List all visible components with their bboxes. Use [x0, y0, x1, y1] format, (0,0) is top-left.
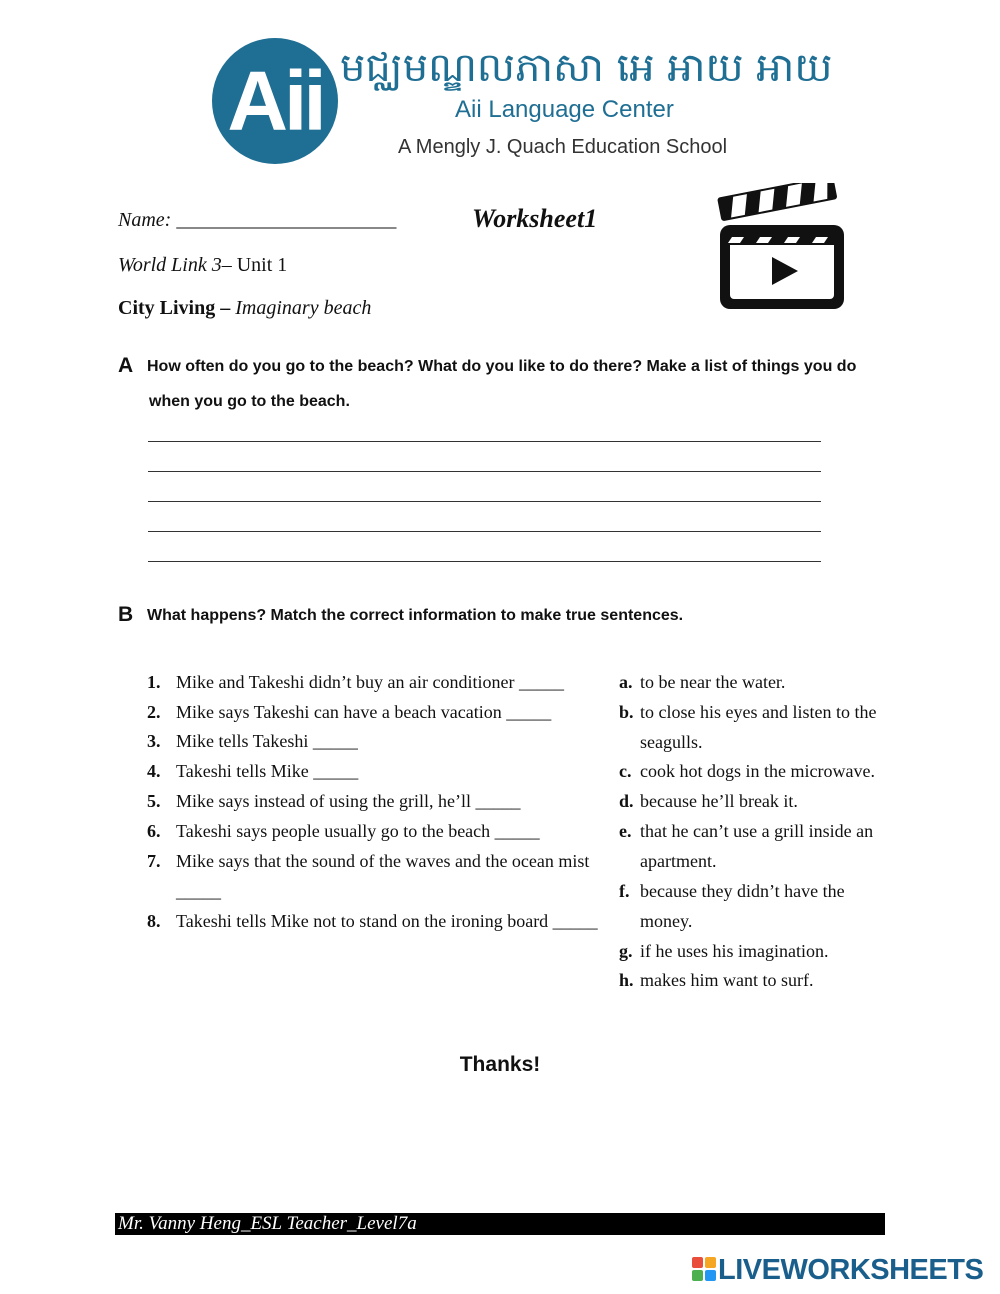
item-number: 6.: [147, 821, 161, 841]
option-text: apartment.: [640, 851, 717, 871]
option-letter: h.: [619, 970, 634, 990]
answer-line[interactable]: [148, 502, 821, 532]
section-b-letter: B: [118, 603, 134, 626]
option-letter: g.: [619, 941, 633, 961]
option-text: money.: [640, 911, 693, 931]
item-text: Takeshi says people usually go to the beach _____: [176, 821, 540, 841]
option-text: because they didn’t have the: [640, 881, 845, 901]
unit-subtitle: Imaginary beach: [235, 297, 372, 319]
item-text: Takeshi tells Mike not to stand on the ironing board _____: [176, 911, 598, 931]
unit-line: [118, 297, 371, 320]
option-text: if he uses his imagination.: [640, 941, 829, 961]
section-a-question-line2: when you go to the beach.: [149, 393, 350, 410]
option-letter: d.: [619, 791, 634, 811]
name-blank: ______________________: [176, 209, 397, 231]
option-letter: e.: [619, 821, 632, 841]
option-text: seagulls.: [640, 732, 703, 752]
item-number: 2.: [147, 702, 161, 722]
answer-line[interactable]: [148, 472, 821, 502]
item-number: 1.: [147, 672, 161, 692]
book-line: [118, 254, 287, 277]
section-a-letter: A: [118, 354, 134, 377]
item-text: Mike tells Takeshi _____: [176, 731, 358, 751]
item-number: 3.: [147, 731, 161, 751]
item-text: Mike says Takeshi can have a beach vacation _____: [176, 702, 552, 722]
name-field[interactable]: [118, 209, 396, 232]
option-text: makes him want to surf.: [640, 970, 814, 990]
item-number: 5.: [147, 791, 161, 811]
answer-line[interactable]: [148, 412, 821, 442]
name-label: Name:: [118, 209, 172, 231]
item-number: 7.: [147, 851, 161, 871]
worksheet-title: Worksheet1: [472, 204, 598, 233]
item-text: Mike says that the sound of the waves and the ocean mist: [176, 851, 590, 871]
option-letter: b.: [619, 702, 634, 722]
option-letter: a.: [619, 672, 633, 692]
teacher-credit: Mr. Vanny Heng_ESL Teacher_Level7a: [118, 1213, 417, 1234]
option-text: to be near the water.: [640, 672, 786, 692]
school-name: A Mengly J. Quach Education School: [398, 136, 728, 158]
thanks-text: Thanks!: [459, 1053, 541, 1076]
center-name: Aii Language Center: [455, 96, 674, 123]
unit-separator: –: [215, 297, 236, 319]
liveworksheets-logo[interactable]: [692, 1254, 992, 1286]
option-text: to close his eyes and listen to the: [640, 702, 877, 722]
section-a-question-line1: How often do you go to the beach? What do you like to do there? Make a list of things you do: [147, 358, 857, 375]
option-text: cook hot dogs in the microwave.: [640, 761, 875, 781]
footer-bar: [115, 1213, 885, 1235]
school-logo: [212, 38, 338, 164]
section-b-question: What happens? Match the correct information to make true sentences.: [147, 607, 684, 624]
item-text: Mike says instead of using the grill, he’ll _____: [176, 791, 521, 811]
liveworksheets-icon: [692, 1257, 716, 1281]
option-letter: f.: [619, 881, 630, 901]
item-number: 4.: [147, 761, 161, 781]
logo-letters: Aii: [227, 54, 323, 148]
item-number: 8.: [147, 911, 161, 931]
answer-line[interactable]: [148, 442, 821, 472]
option-letter: c.: [619, 761, 632, 781]
answer-line[interactable]: [148, 532, 821, 562]
item-text: Mike and Takeshi didn’t buy an air conditioner _____: [176, 672, 565, 692]
khmer-school-title: មជ្ឈមណ្ឌលភាសា អេ អាយ អាយ: [340, 45, 833, 91]
book-unit: – Unit 1: [221, 254, 288, 276]
item-text: Takeshi tells Mike _____: [176, 761, 359, 781]
unit-title: City Living: [118, 297, 216, 319]
item-blank: _____: [176, 881, 221, 901]
liveworksheets-wordmark: LIVEWORKSHEETS: [718, 1254, 984, 1286]
option-text: that he can’t use a grill inside an: [640, 821, 874, 841]
option-text: because he’ll break it.: [640, 791, 798, 811]
book-title: World Link 3: [118, 254, 222, 276]
video-clapperboard-icon[interactable]: [716, 183, 848, 313]
